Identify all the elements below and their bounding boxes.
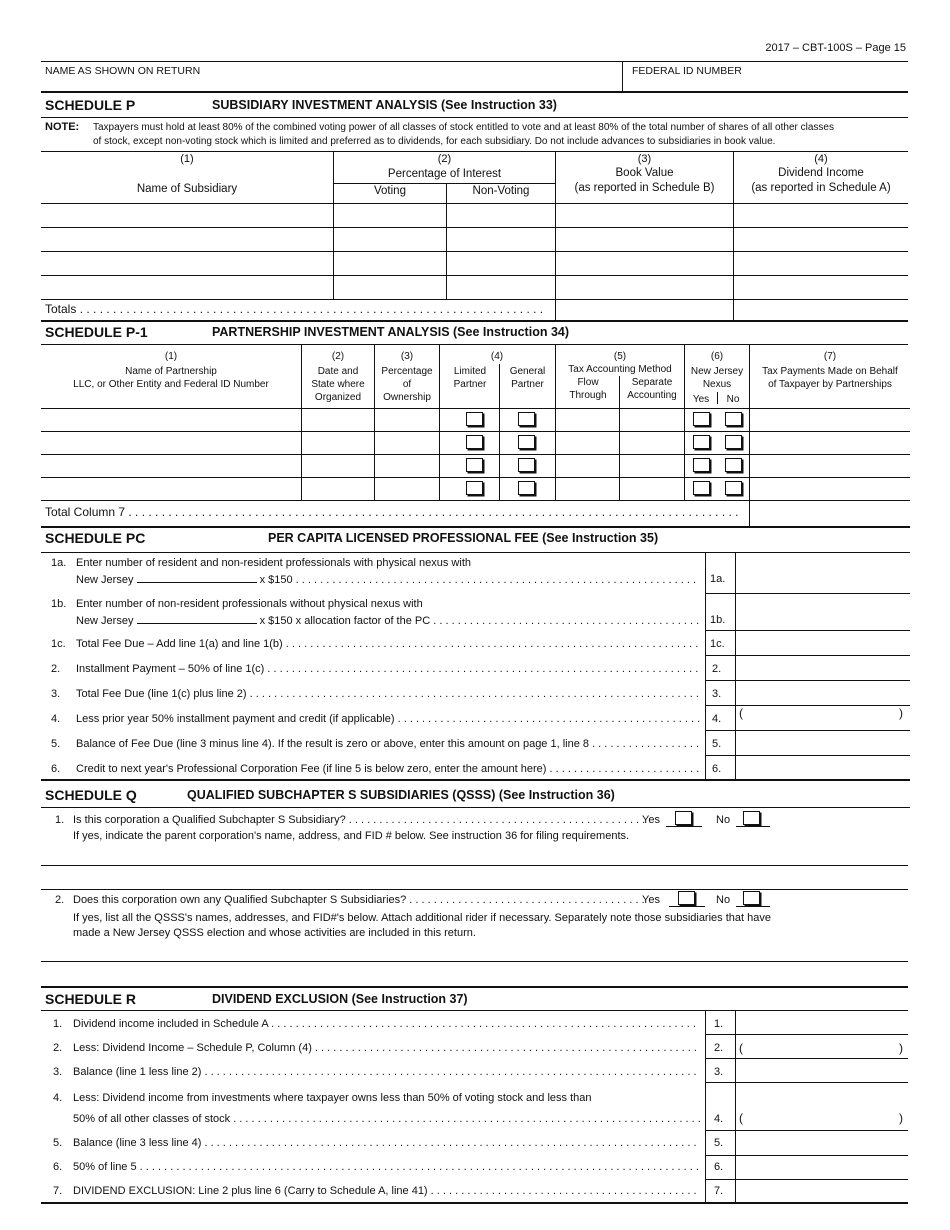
p1-col6-label2: Nexus bbox=[702, 379, 732, 390]
q1-subtext: If yes, indicate the parent corporation's name, address, and FID # below. See instruction 36 for filing requirements. bbox=[73, 830, 630, 842]
p-col4-label2: (as reported in Schedule A) bbox=[751, 182, 891, 194]
pc-1c-amount[interactable] bbox=[737, 632, 909, 654]
r-2-close-paren: ) bbox=[899, 1041, 903, 1055]
q1-text: Is this corporation a Qualified Subchapter S Subsidiary? . . . bbox=[73, 814, 648, 826]
p1-row1-limited-checkbox[interactable] bbox=[466, 412, 483, 426]
pc-1b-amount[interactable] bbox=[737, 595, 909, 629]
schedule-q-title: QUALIFIED SUBCHAPTER S SUBSIDIARIES (QSSS) (See Instruction 36) bbox=[187, 788, 615, 802]
p1-col5-sep2: Accounting bbox=[627, 390, 677, 401]
schedule-r-code: SCHEDULE R bbox=[45, 991, 137, 1007]
p1-col1-label1: Name of Partnership bbox=[125, 366, 217, 377]
p-col2-number: (2) bbox=[437, 153, 452, 165]
pc-3-text: Total Fee Due (line 1(c) plus line 2) . . . bbox=[76, 688, 700, 700]
p1-col4-limited1: Limited bbox=[453, 366, 487, 377]
p-totals-dividend[interactable] bbox=[734, 300, 907, 319]
pc-6-number: 6. bbox=[712, 763, 722, 775]
p-col3-label1: Book Value bbox=[615, 167, 674, 179]
q1-prefix: 1. bbox=[55, 814, 65, 826]
p1-col2-label1: Date and bbox=[317, 366, 359, 377]
p1-row1-nexus-yes-checkbox[interactable] bbox=[693, 412, 710, 426]
q1-no-checkbox[interactable] bbox=[743, 811, 760, 825]
pc-3-amount[interactable] bbox=[737, 682, 909, 704]
note-line-2: of stock, except non-voting stock which is limited and preferred as to dividends, for each subsidiary. Do not include advances to subsidiaries in book value. bbox=[93, 136, 776, 147]
schedule-r-title: DIVIDEND EXCLUSION (See Instruction 37) bbox=[212, 992, 468, 1006]
r-7-prefix: 7. bbox=[53, 1185, 63, 1197]
r-7-text: DIVIDEND EXCLUSION: Line 2 plus line 6 (Carry to Schedule A, line 41) . . . bbox=[73, 1185, 700, 1197]
pc-1b-prefix: 1b. bbox=[51, 598, 67, 610]
pc-6-text: Credit to next year's Professional Corporation Fee (if line 5 is below zero, enter the amount here) . . . bbox=[76, 763, 700, 775]
r-2-amount[interactable] bbox=[747, 1036, 895, 1057]
p1-row4-limited-checkbox[interactable] bbox=[466, 481, 483, 495]
note-label: NOTE: bbox=[45, 121, 80, 133]
p-totals-row bbox=[45, 302, 545, 316]
pc-1a-number: 1a. bbox=[710, 573, 726, 585]
p1-col4-limited2: Partner bbox=[453, 379, 487, 390]
pc-1a-text2: New Jersey bbox=[76, 574, 134, 586]
r-1-amount[interactable] bbox=[737, 1012, 907, 1033]
p-col2-voting: Voting bbox=[374, 185, 406, 197]
r-4-prefix: 4. bbox=[53, 1092, 63, 1104]
pc-2-text: Installment Payment – 50% of line 1(c) . . . bbox=[76, 663, 700, 675]
pc-3-number: 3. bbox=[712, 688, 722, 700]
name-field[interactable] bbox=[42, 75, 618, 90]
p1-row4-nexus-no-checkbox[interactable] bbox=[725, 481, 742, 495]
r-2-text: Less: Dividend Income – Schedule P, Column (4) . . . bbox=[73, 1042, 700, 1054]
pc-5-number: 5. bbox=[712, 738, 722, 750]
pc-6-amount[interactable] bbox=[737, 757, 909, 778]
pc-1c-number: 1c. bbox=[710, 638, 725, 650]
p1-row2-general-checkbox[interactable] bbox=[518, 435, 535, 449]
p1-col6-number: (6) bbox=[710, 351, 724, 362]
pc-2-amount[interactable] bbox=[737, 657, 909, 679]
q2-yes-label: Yes bbox=[642, 894, 660, 906]
p1-col5-label: Tax Accounting Method bbox=[568, 364, 672, 375]
p1-col7-number: (7) bbox=[823, 351, 837, 362]
p1-col5-flow1: Flow bbox=[577, 377, 599, 388]
p1-col5-sep1: Separate bbox=[631, 377, 673, 388]
pc-1a-count-field[interactable] bbox=[137, 572, 257, 583]
r-4-text1: Less: Dividend income from investments where taxpayer owns less than 50% of voting stock and less than bbox=[73, 1092, 592, 1104]
p-row3-name[interactable] bbox=[42, 252, 332, 274]
pc-1a-text3: x $150 bbox=[259, 574, 293, 586]
r-5-number: 5. bbox=[714, 1137, 724, 1149]
p-col1-number: (1) bbox=[180, 153, 194, 165]
page-reference: 2017 – CBT-100S – Page 15 bbox=[765, 42, 906, 54]
p1-row4-nexus-yes-checkbox[interactable] bbox=[693, 481, 710, 495]
pc-1a-text1: Enter number of resident and non-resident professionals with physical nexus with bbox=[76, 557, 471, 569]
q2-yes-checkbox[interactable] bbox=[678, 891, 695, 905]
pc-6-prefix: 6. bbox=[51, 763, 61, 775]
p1-row3-nexus-yes-checkbox[interactable] bbox=[693, 458, 710, 472]
p1-col6-yes: Yes bbox=[692, 394, 710, 405]
r-6-prefix: 6. bbox=[53, 1161, 63, 1173]
p-row1-name[interactable] bbox=[42, 204, 332, 226]
fid-field[interactable] bbox=[626, 75, 906, 90]
pc-4-open-paren: ( bbox=[739, 706, 743, 720]
p1-row1-general-checkbox[interactable] bbox=[518, 412, 535, 426]
pc-2-prefix: 2. bbox=[51, 663, 61, 675]
p1-col6-no: No bbox=[726, 394, 740, 405]
schedule-p1-title: PARTNERSHIP INVESTMENT ANALYSIS (See Instruction 34) bbox=[212, 325, 570, 339]
p1-col1-number: (1) bbox=[164, 351, 178, 362]
schedule-pc-code: SCHEDULE PC bbox=[45, 530, 146, 546]
pc-1c-prefix: 1c. bbox=[51, 638, 66, 650]
r-7-amount[interactable] bbox=[737, 1181, 907, 1201]
pc-4-amount[interactable] bbox=[747, 707, 895, 729]
r-2-number: 2. bbox=[714, 1042, 724, 1054]
p1-row3-name[interactable] bbox=[42, 455, 300, 476]
q2-subtext-1: If yes, list all the QSSS's names, addresses, and FID#'s below. Attach additional rider if necessary. Separately note those subsidiaries that have bbox=[73, 912, 771, 924]
q2-no-checkbox[interactable] bbox=[743, 891, 760, 905]
pc-1c-text: Total Fee Due – Add line 1(a) and line 1(b) . . . bbox=[76, 638, 700, 650]
p1-col4-number: (4) bbox=[490, 351, 504, 362]
q2-subsidiaries-field[interactable] bbox=[42, 943, 908, 960]
pc-1b-text2: New Jersey bbox=[76, 615, 134, 627]
p1-col7-label1: Tax Payments Made on Behalf bbox=[762, 366, 898, 377]
schedule-p-code: SCHEDULE P bbox=[45, 97, 136, 113]
pc-1b-count-field[interactable] bbox=[137, 613, 257, 624]
r-2-prefix: 2. bbox=[53, 1042, 63, 1054]
p1-col3-number: (3) bbox=[400, 351, 414, 362]
p-col4-number: (4) bbox=[814, 153, 828, 165]
schedule-pc-title: PER CAPITA LICENSED PROFESSIONAL FEE (See Instruction 35) bbox=[268, 531, 659, 545]
pc-1a-line2 bbox=[76, 572, 700, 586]
pc-5-amount[interactable] bbox=[737, 732, 909, 754]
r-4-number: 4. bbox=[714, 1113, 724, 1125]
p1-total-field[interactable] bbox=[751, 501, 909, 525]
p-row4-name[interactable] bbox=[42, 276, 332, 298]
pc-3-prefix: 3. bbox=[51, 688, 61, 700]
r-4-amount[interactable] bbox=[747, 1084, 895, 1129]
p-col1-label: Name of Subsidiary bbox=[136, 183, 238, 195]
schedule-q-code: SCHEDULE Q bbox=[45, 787, 137, 803]
p1-col2-number: (2) bbox=[331, 351, 345, 362]
p1-row1-name[interactable] bbox=[42, 409, 300, 430]
q1-yes-label: Yes bbox=[642, 814, 660, 826]
p1-row2-limited-checkbox[interactable] bbox=[466, 435, 483, 449]
note-line-1: Taxpayers must hold at least 80% of the combined voting power of all classes of stock entitled to vote and at least 80% of the total number of shares of all other classes bbox=[93, 122, 834, 133]
schedule-p1-code: SCHEDULE P-1 bbox=[45, 324, 148, 340]
p-col3-number: (3) bbox=[637, 153, 652, 165]
p1-col6-label1: New Jersey bbox=[690, 366, 744, 377]
q2-text: Does this corporation own any Qualified Subchapter S Subsidiaries? . . . bbox=[73, 894, 648, 906]
r-1-number: 1. bbox=[714, 1018, 724, 1030]
q1-parent-field-2[interactable] bbox=[42, 867, 908, 888]
p1-col3-label1: Percentage bbox=[381, 366, 433, 377]
pc-1a-amount[interactable] bbox=[737, 554, 909, 592]
pc-1a-prefix: 1a. bbox=[51, 557, 67, 569]
r-6-number: 6. bbox=[714, 1161, 724, 1173]
p1-col2-label2: State where bbox=[311, 379, 365, 390]
r-6-text: 50% of line 5 . . . bbox=[73, 1161, 700, 1173]
p-totals-book-value[interactable] bbox=[556, 300, 732, 319]
q2-prefix: 2. bbox=[55, 894, 65, 906]
r-6-amount[interactable] bbox=[737, 1157, 907, 1178]
p1-col4-general1: General bbox=[509, 366, 546, 377]
p1-col2-label3: Organized bbox=[314, 392, 362, 403]
p1-row1-nexus-no-checkbox[interactable] bbox=[725, 412, 742, 426]
pc-1b-text1: Enter number of non-resident professionals without physical nexus with bbox=[76, 598, 423, 610]
pc-1b-text3: x $150 x allocation factor of the PC bbox=[259, 615, 431, 627]
p1-col5-number: (5) bbox=[613, 351, 627, 362]
p1-col5-flow2: Through bbox=[569, 390, 607, 401]
pc-5-prefix: 5. bbox=[51, 738, 61, 750]
p1-col3-label3: Ownership bbox=[383, 392, 431, 403]
p-col2-nonvoting: Non-Voting bbox=[472, 185, 530, 197]
r-5-text: Balance (line 3 less line 4) . . . bbox=[73, 1137, 700, 1149]
pc-4-prefix: 4. bbox=[51, 713, 61, 725]
p-col2-label: Percentage of Interest bbox=[387, 168, 502, 180]
p-totals-label: Totals bbox=[45, 302, 77, 316]
p1-col4-general2: Partner bbox=[511, 379, 544, 390]
r-4-text2: 50% of all other classes of stock . . . bbox=[73, 1113, 700, 1125]
r-5-prefix: 5. bbox=[53, 1137, 63, 1149]
p1-col1-label2: LLC, or Other Entity and Federal ID Number bbox=[73, 379, 269, 390]
r-1-prefix: 1. bbox=[53, 1018, 63, 1030]
q2-no-label: No bbox=[716, 894, 731, 906]
r-4-close-paren: ) bbox=[899, 1111, 903, 1125]
q1-parent-field[interactable] bbox=[42, 846, 908, 864]
q1-yes-checkbox[interactable] bbox=[675, 811, 692, 825]
r-1-text: Dividend income included in Schedule A . . . bbox=[73, 1018, 700, 1030]
p1-row2-nexus-no-checkbox[interactable] bbox=[725, 435, 742, 449]
q2-subtext-2: made a New Jersey QSSS election and whose activities are included in this return. bbox=[73, 927, 476, 939]
r-3-prefix: 3. bbox=[53, 1066, 63, 1078]
fid-label: FEDERAL ID NUMBER bbox=[632, 65, 742, 77]
pc-4-text: Less prior year 50% installment payment and credit (if applicable) . . . bbox=[76, 713, 700, 725]
p1-row3-limited-checkbox[interactable] bbox=[466, 458, 483, 472]
p-col3-label2: (as reported in Schedule B) bbox=[574, 182, 715, 194]
r-7-number: 7. bbox=[714, 1185, 724, 1197]
p1-col7-label2: of Taxpayer by Partnerships bbox=[768, 379, 892, 390]
pc-5-text: Balance of Fee Due (line 3 minus line 4). If the result is zero or above, enter this amount on page 1, line 8 . . . bbox=[76, 738, 700, 750]
p1-total-label: Total Column 7 bbox=[45, 505, 126, 519]
p1-row4-name[interactable] bbox=[42, 478, 300, 499]
p-col4-label1: Dividend Income bbox=[778, 167, 864, 179]
pc-4-close-paren: ) bbox=[899, 706, 903, 720]
pc-1b-number: 1b. bbox=[710, 614, 726, 626]
name-label: NAME AS SHOWN ON RETURN bbox=[45, 65, 201, 77]
p-row2-name[interactable] bbox=[42, 228, 332, 250]
p1-total-row bbox=[45, 505, 743, 519]
q1-no-label: No bbox=[716, 814, 731, 826]
r-3-text: Balance (line 1 less line 2) . . . bbox=[73, 1066, 700, 1078]
schedule-p-title: SUBSIDIARY INVESTMENT ANALYSIS (See Instruction 33) bbox=[212, 98, 557, 112]
p1-row4-general-checkbox[interactable] bbox=[518, 481, 535, 495]
p1-row2-name[interactable] bbox=[42, 432, 300, 453]
r-3-amount[interactable] bbox=[737, 1060, 907, 1081]
r-3-number: 3. bbox=[714, 1066, 724, 1078]
pc-1b-line2 bbox=[76, 613, 700, 627]
p1-row3-general-checkbox[interactable] bbox=[518, 458, 535, 472]
p1-row2-nexus-yes-checkbox[interactable] bbox=[693, 435, 710, 449]
r-2-open-paren: ( bbox=[739, 1041, 743, 1055]
pc-2-number: 2. bbox=[712, 663, 722, 675]
r-5-amount[interactable] bbox=[737, 1132, 907, 1154]
p1-row3-nexus-no-checkbox[interactable] bbox=[725, 458, 742, 472]
pc-4-number: 4. bbox=[712, 713, 722, 725]
r-4-open-paren: ( bbox=[739, 1111, 743, 1125]
p1-col3-label2: of bbox=[402, 379, 412, 390]
